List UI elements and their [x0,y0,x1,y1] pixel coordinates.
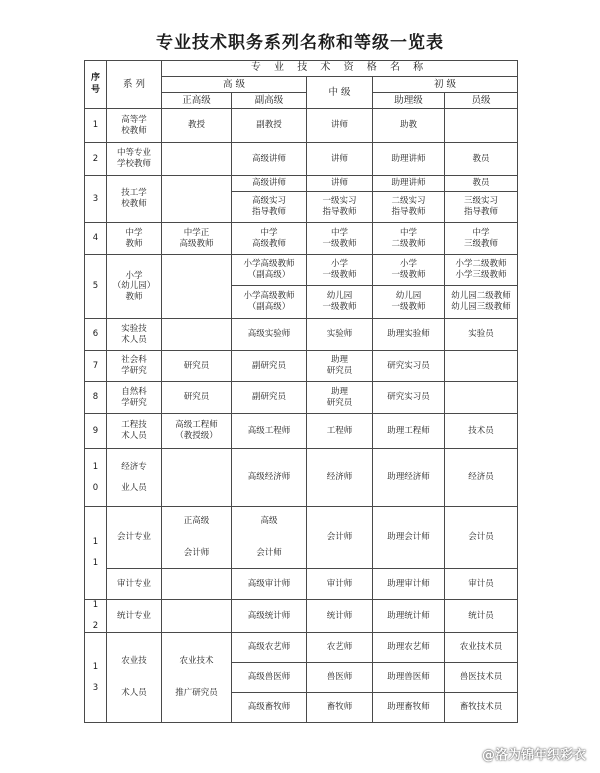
cell-member: 统计员 [445,600,518,633]
cell-assistant: 助理讲师 [373,176,445,192]
cell-assistant: 中学 二级教师 [373,223,445,255]
row-index: 7 [85,351,107,382]
header-full-senior: 正高级 [162,93,232,109]
cell-member [445,351,518,382]
cell-assistant: 助理兽医师 [373,663,445,693]
cell-full-senior: 正高级 会计师 [162,507,232,569]
cell-middle: 审计师 [307,569,373,600]
cell-assistant: 助理工程师 [373,414,445,449]
cell-member: 经济员 [445,449,518,507]
cell-middle: 经济师 [307,449,373,507]
cell-vice-senior: 高级统计师 [232,600,307,633]
table-row [85,569,518,600]
series-name: 统计专业 [107,600,162,633]
cell-full-senior: 高级工程师 （教授级） [162,414,232,449]
cell-assistant: 研究实习员 [373,351,445,382]
row-index: 1 3 [85,633,107,723]
cell-assistant: 助理统计师 [373,600,445,633]
table-row [85,633,518,663]
cell-assistant: 二级实习 指导教师 [373,192,445,223]
table-row [85,507,518,569]
cell-vice-senior: 中学 高级教师 [232,223,307,255]
cell-full-senior [162,255,232,319]
cell-member: 中学 三级教师 [445,223,518,255]
table-row [85,351,518,382]
header-member: 员级 [445,93,518,109]
cell-vice-senior: 高级农艺师 [232,633,307,663]
cell-middle: 讲师 [307,109,373,143]
series-name: 中学 教师 [107,223,162,255]
table-row [85,109,518,143]
cell-member: 三级实习 指导教师 [445,192,518,223]
table-row [85,382,518,414]
cell-vice-senior: 高级畜牧师 [232,693,307,723]
cell-vice-senior: 高级审计师 [232,569,307,600]
series-name: 会计专业 [107,507,162,569]
cell-full-senior [162,449,232,507]
row-index: 8 [85,382,107,414]
cell-member: 教员 [445,143,518,176]
table-row [85,449,518,507]
cell-vice-senior: 高级兽医师 [232,663,307,693]
cell-middle: 工程师 [307,414,373,449]
table-row [85,600,518,633]
cell-assistant: 助理审计师 [373,569,445,600]
cell-middle: 一级实习 指导教师 [307,192,373,223]
cell-middle: 实验师 [307,319,373,351]
cell-middle: 讲师 [307,143,373,176]
table-row [85,414,518,449]
cell-assistant: 助理经济师 [373,449,445,507]
header-middle: 中 级 [307,77,373,109]
row-index: 3 [85,176,107,223]
row-index: 9 [85,414,107,449]
cell-member: 实验员 [445,319,518,351]
cell-full-senior: 研究员 [162,351,232,382]
cell-full-senior [162,176,232,223]
series-name: 工程技 术人员 [107,414,162,449]
cell-vice-senior: 高级实习 指导教师 [232,192,307,223]
table-row [85,143,518,176]
cell-member: 会计员 [445,507,518,569]
cell-assistant: 助理实验师 [373,319,445,351]
cell-middle: 助理 研究员 [307,351,373,382]
page-title: 专业技术职务系列名称和等级一览表 [156,33,444,53]
cell-assistant: 研究实习员 [373,382,445,414]
cell-middle: 会计师 [307,507,373,569]
cell-full-senior [162,569,232,600]
cell-full-senior: 研究员 [162,382,232,414]
qualification-table [84,60,518,723]
cell-vice-senior: 高级讲师 [232,176,307,192]
cell-full-senior [162,600,232,633]
series-name: 小学 （幼儿园） 教师 [107,255,162,319]
series-name: 社会科 学研究 [107,351,162,382]
cell-middle: 统计师 [307,600,373,633]
header-series: 系 列 [107,61,162,109]
cell-middle: 幼儿园 一级教师 [307,286,373,319]
cell-vice-senior: 高级实验师 [232,319,307,351]
cell-assistant: 幼儿园 一级教师 [373,286,445,319]
cell-assistant: 助理讲师 [373,143,445,176]
cell-vice-senior: 小学高级教师 （副高级） [232,286,307,319]
cell-assistant: 小学 一级教师 [373,255,445,286]
cell-middle: 讲师 [307,176,373,192]
row-index: 1 2 [85,600,107,633]
cell-member: 审计员 [445,569,518,600]
series-name: 自然科 学研究 [107,382,162,414]
cell-member: 兽医技术员 [445,663,518,693]
series-name: 高等学 校教师 [107,109,162,143]
table-row [85,176,518,192]
cell-member [445,382,518,414]
header-assistant: 助理级 [373,93,445,109]
cell-full-senior: 农业技术 推广研究员 [162,633,232,723]
cell-vice-senior: 副教授 [232,109,307,143]
row-index: 4 [85,223,107,255]
series-name: 农业技 术人员 [107,633,162,723]
cell-vice-senior: 小学高级教师 （副高级） [232,255,307,286]
series-name: 实验技 术人员 [107,319,162,351]
row-index: 1 1 [85,507,107,600]
cell-full-senior: 教授 [162,109,232,143]
row-index: 5 [85,255,107,319]
table-row [85,223,518,255]
cell-middle: 中学 一级教师 [307,223,373,255]
series-name: 审计专业 [107,569,162,600]
row-index: 6 [85,319,107,351]
cell-member: 农业技术员 [445,633,518,663]
cell-middle: 农艺师 [307,633,373,663]
series-name: 中等专业 学校教师 [107,143,162,176]
cell-member: 小学二级教师 小学三级教师 [445,255,518,286]
table-row [85,319,518,351]
cell-full-senior: 中学正 高级教师 [162,223,232,255]
row-index: 1 [85,109,107,143]
cell-middle: 小学 一级教师 [307,255,373,286]
cell-full-senior [162,319,232,351]
cell-middle: 畜牧师 [307,693,373,723]
cell-member [445,109,518,143]
cell-middle: 兽医师 [307,663,373,693]
cell-assistant: 助理农艺师 [373,633,445,663]
row-index: 2 [85,143,107,176]
cell-vice-senior: 副研究员 [232,382,307,414]
cell-vice-senior: 高级经济师 [232,449,307,507]
cell-member: 技术员 [445,414,518,449]
cell-vice-senior: 副研究员 [232,351,307,382]
cell-assistant: 助理畜牧师 [373,693,445,723]
cell-vice-senior: 高级 会计师 [232,507,307,569]
series-name: 技工学 校教师 [107,176,162,223]
cell-vice-senior: 高级讲师 [232,143,307,176]
header-qualification: 专 业 技 术 资 格 名 称 [162,61,518,77]
watermark: @洛为锦年织彩衣 [481,748,586,763]
cell-vice-senior: 高级工程师 [232,414,307,449]
cell-member: 畜牧技术员 [445,693,518,723]
cell-full-senior [162,143,232,176]
cell-member: 教员 [445,176,518,192]
header-junior: 初 级 [373,77,518,93]
header-index: 序 号 [85,61,107,109]
row-index: 1 0 [85,449,107,507]
header-vice-senior: 副高级 [232,93,307,109]
header-senior: 高 级 [162,77,307,93]
cell-member: 幼儿园二级教师 幼儿园三级教师 [445,286,518,319]
table-row [85,255,518,286]
cell-assistant: 助教 [373,109,445,143]
series-name: 经济专 业人员 [107,449,162,507]
cell-assistant: 助理会计师 [373,507,445,569]
cell-middle: 助理 研究员 [307,382,373,414]
